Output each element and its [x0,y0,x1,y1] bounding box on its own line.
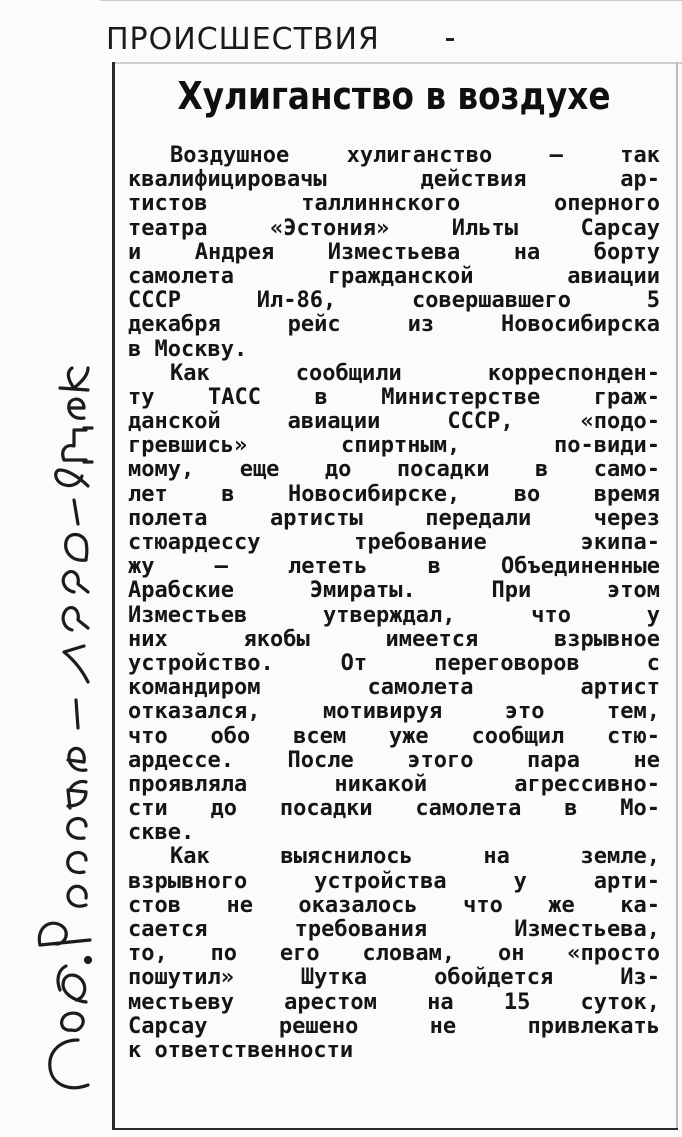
article-line: данской авиации СССР, «подо- [128,409,660,435]
article-line: взрывного устройства у арти- [128,868,660,894]
article-line: декабря рейс из Новосибирска [128,312,660,338]
article-line: Изместьев утверждал, что у [128,602,660,628]
article-line: гревшись» спиртным, по-види- [128,433,660,459]
article-line: лет в Новосибирске, во время [128,481,660,507]
article-line: сти до посадки самолета в Мо- [128,796,660,822]
article-line: ардессе. После этого пара не [128,747,660,773]
article-line: Как сообщили корреспонден- [170,360,660,386]
article-line: полета артисты передали через [128,505,660,531]
article-line: Воздушное хулиганство — так [170,143,660,168]
article-line: самолета гражданской авиации [128,263,660,289]
frame-bottom-rule [112,1128,678,1130]
article-line: командиром самолета артист [128,675,660,701]
article-line: сается требования Изместьева, [128,917,660,942]
article-line: к ответственности [128,1037,354,1063]
article-line: что обо всем уже сообщил стю- [128,723,660,749]
article-line: то, по его словам, он «просто [128,941,660,967]
article-line: местьеву арестом на 15 суток, [128,989,660,1015]
article-line: мому, еще до посадки в само- [128,457,660,483]
article-line: ту ТАСС в Министерстве граж- [128,384,660,410]
article-line: устройство. От переговоров с [128,650,660,676]
article-line: театра «Эстония» Ильты Сарсау [128,215,660,241]
article-line: скве. [128,820,195,846]
section-rubric: ПРОИСШЕСТВИЯ [106,22,380,57]
frame-left-rule [112,62,115,1130]
frame-right-rule [676,62,678,1130]
rubric-dash [446,38,454,41]
article-line: тистов таллиннского оперного [128,191,660,217]
article-line: Сарсау решено не привлекать [128,1013,660,1039]
article-headline: Хулиганство в воздухе [177,74,611,118]
scan-edge [100,0,682,7]
article-line: и Андрея Изместьева на борту [128,239,660,265]
article-line: квалифицировачы действия ар- [128,167,660,193]
article-line: стюардессу требование экипа- [128,530,660,555]
article-line: Как выяснилось на земле, [170,844,660,870]
article-line: СССР Ил-86, совершавшего 5 [128,288,660,314]
article-line: них якобы имеется взрывное [128,626,660,652]
article-line: проявляла никакой агрессивно- [128,771,660,797]
article-line: Арабские Эмираты. При этом [128,578,660,604]
article-body [128,144,660,1063]
article-line: пошутил» Шутка обойдется Из- [128,965,660,991]
article-line: отказался, мотивируя это тем, [128,699,660,725]
article-line: стов не оказалось что же ка- [128,892,660,918]
frame-top-rule [112,62,682,64]
article-line: жу — лететь в Объединенные [128,554,660,580]
article-line: в Москву. [128,336,248,362]
